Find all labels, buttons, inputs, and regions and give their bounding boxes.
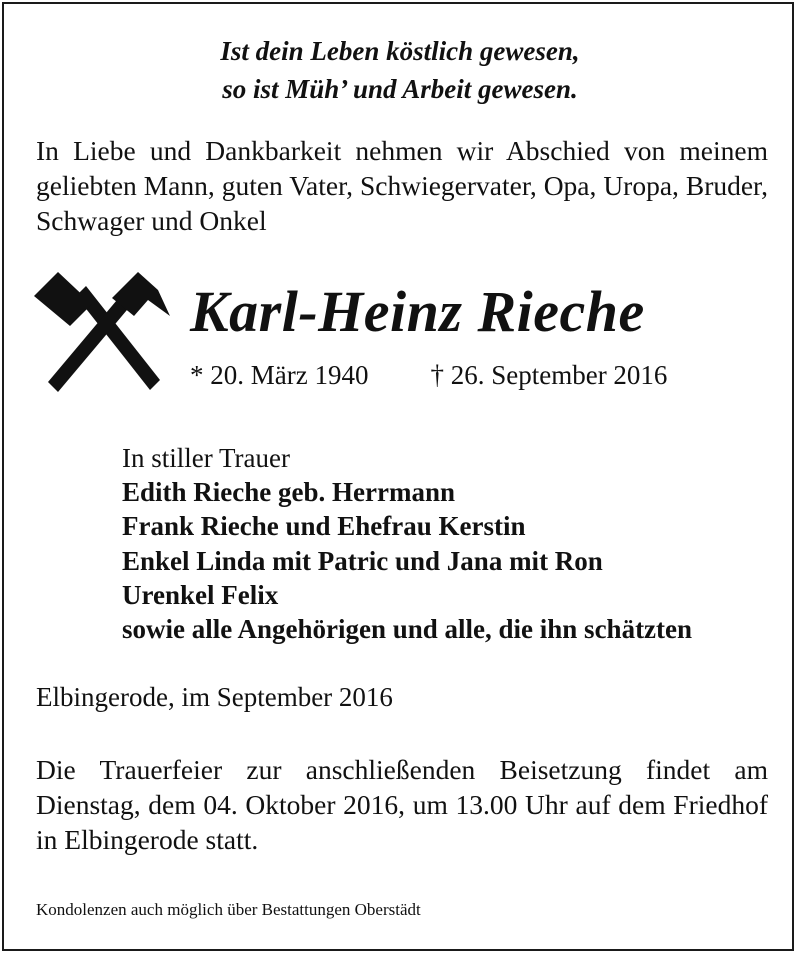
motto-line-2: so ist Müh’ und Arbeit gewesen. [222,74,578,104]
place-and-date: Elbingerode, im September 2016 [36,682,393,712]
mourner-line: Enkel Linda mit Patric und Jana mit Ron [122,545,603,576]
intro-text: In Liebe und Dankbarkeit nehmen wir Abschied von meinem geliebten Mann, guten Vater, Schwiegervater, Opa, Uropa, Bruder, Schwager und Onkel [36,135,768,236]
deceased-name: Karl-Heinz Rieche [190,279,645,344]
mourner-line: Frank Rieche und Ehefrau Kerstin [122,511,526,542]
hammer-and-pick-icon [30,268,175,396]
mourner-line: Edith Rieche geb. Herrmann [122,477,455,508]
mourner-line: sowie alle Angehörigen und alle, die ihn schätzten [122,614,693,645]
death-date: † 26. September 2016 [430,360,668,390]
motto-line-1: Ist dein Leben köstlich gewesen, [220,36,580,66]
mourners-heading: In stiller Trauer [122,443,290,473]
birth-date: * 20. März 1940 [190,360,369,390]
mourner-line: Urenkel Felix [122,579,279,610]
motto [0,32,800,108]
condolence-note: Kondolenzen auch möglich über Bestattungen Oberstädt [36,900,421,919]
mourners-block [122,441,692,646]
life-dates [190,358,667,392]
funeral-info: Die Trauerfeier zur anschließenden Beisetzung findet am Dienstag, dem 04. Oktober 2016, um 13.00 Uhr auf dem Friedhof in Elbingerode statt. [36,754,768,855]
